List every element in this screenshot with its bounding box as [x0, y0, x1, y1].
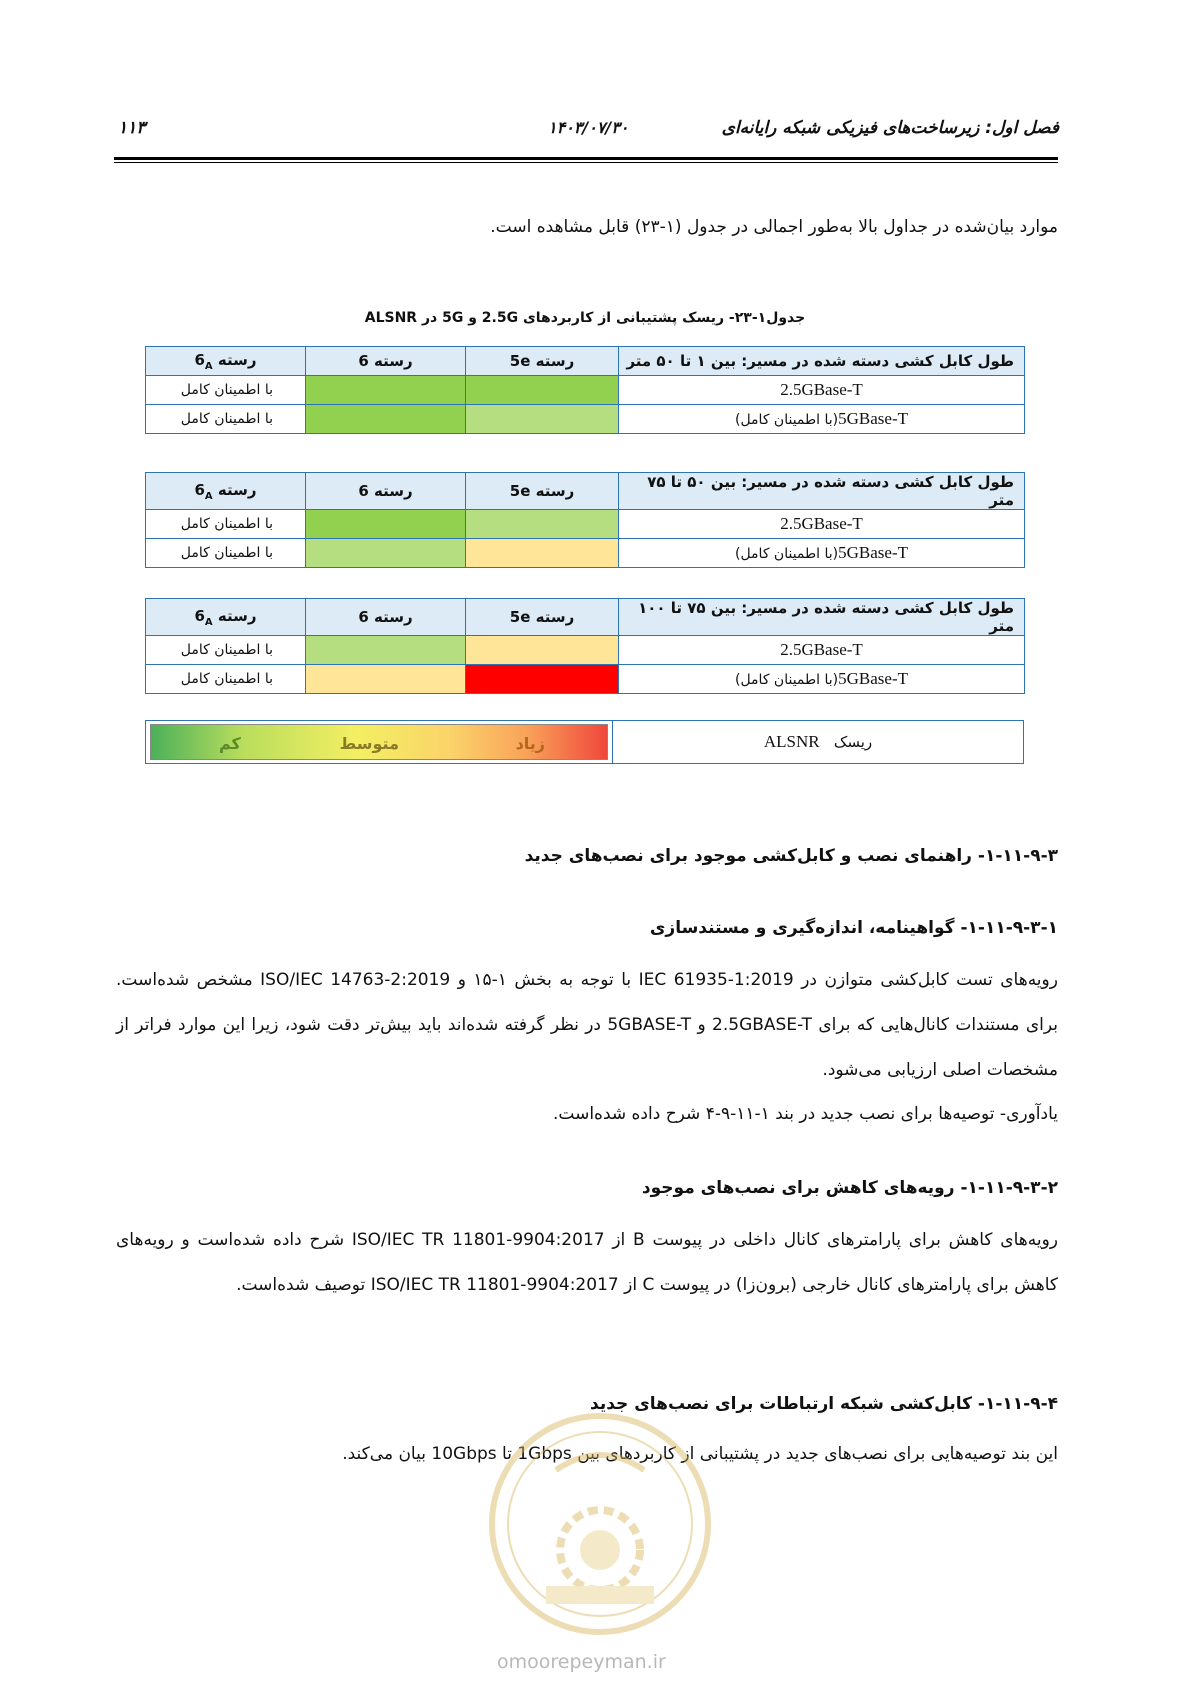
cat6a-value: با اطمینان کامل — [146, 636, 306, 665]
watermark-seal-icon — [486, 1410, 714, 1638]
cat6a-value: با اطمینان کامل — [146, 539, 306, 568]
legend-high-label: زیاد — [515, 734, 545, 753]
legend-gradient-bar — [150, 724, 608, 760]
col-cat6: رسته 6 — [306, 473, 466, 510]
risk-cell-cat5e — [466, 636, 619, 665]
risk-table-50-75m — [145, 472, 1025, 568]
col-cat5e: رسته 5e — [466, 473, 619, 510]
table-header-row — [146, 347, 1025, 376]
risk-cell-cat6 — [306, 510, 466, 539]
section-heading-1: ۱-۱۱-۹-۳- راهنمای نصب و کابل‌کشی موجود برای نصب‌های جدید — [524, 846, 1058, 866]
page-header — [118, 118, 1059, 150]
header-date: ۱۴۰۳/۰۷/۳۰ — [548, 118, 629, 137]
col-cat5e: رسته 5e — [466, 599, 619, 636]
risk-cell-cat5e — [466, 405, 619, 434]
header-rule-thin — [114, 162, 1058, 163]
legend-divider — [612, 721, 613, 763]
risk-cell-cat6 — [306, 636, 466, 665]
row-label-25g: 2.5GBase-T — [619, 636, 1025, 665]
watermark-url: omoorepeyman.ir — [497, 1651, 666, 1673]
row-label-5g — [619, 405, 1025, 434]
section-3-paragraph: رویه‌های کاهش برای پارامترهای کانال داخلی در پیوست B از ISO/IEC TR 11801-9904:2017 شرح داده شده‌است و رویه‌های کاهش برای پارامترهای کانال خارجی (برون‌زا) در پیوست C از ISO/IEC TR 11801-9904:2017 توصیف شده‌است. — [116, 1230, 1058, 1295]
section-heading-3: ۱-۱۱-۹-۳-۲- رویه‌های کاهش برای نصب‌های موجود — [641, 1178, 1058, 1198]
table-row — [146, 665, 1025, 694]
row-label-5g — [619, 539, 1025, 568]
table-caption: جدول۱-۲۳- ریسک پشتیبانی از کاربردهای 2.5G و 5G در ALSNR — [364, 310, 806, 326]
row-label-5g-note: (با اطمینان کامل) — [734, 412, 839, 428]
risk-cell-cat5e — [466, 539, 619, 568]
intro-paragraph: موارد بیان‌شده در جداول بالا به‌طور اجمالی در جدول (۱-۲۳) قابل مشاهده است. — [490, 217, 1058, 237]
col-cat6a-sub: A — [204, 490, 213, 502]
table-row — [146, 539, 1025, 568]
col-cat6a-label: رسته 6 — [194, 480, 257, 499]
section-4-paragraph: این بند توصیه‌هایی برای نصب‌های جدید در پشتیبانی از کاربردهای بین 1Gbps تا 10Gbps بیان می‌کند. — [342, 1444, 1058, 1464]
col-cat6a-sub: A — [204, 616, 213, 628]
risk-table-75-100m — [145, 598, 1025, 694]
section-2-note: یادآوری- توصیه‌ها برای نصب جدید در بند ۱-۱۱-۹-۴ شرح داده شده‌است. — [552, 1104, 1058, 1124]
length-heading: طول کابل کشی دسته شده در مسیر: بین ۱ تا ۵۰ متر — [619, 347, 1025, 376]
col-cat6a-sub: A — [204, 360, 213, 372]
row-label-25g: 2.5GBase-T — [619, 510, 1025, 539]
section-heading-2: ۱-۱۱-۹-۳-۱- گواهینامه، اندازه‌گیری و مستندسازی — [649, 918, 1058, 938]
risk-cell-cat6 — [306, 376, 466, 405]
row-label-25g: 2.5GBase-T — [619, 376, 1025, 405]
row-label-5g-text: 5GBase-T — [838, 669, 908, 688]
cat6a-value: با اطمینان کامل — [146, 510, 306, 539]
col-cat6a — [146, 599, 306, 636]
risk-cell-cat5e — [466, 510, 619, 539]
row-label-5g-text: 5GBase-T — [838, 543, 908, 562]
table-row — [146, 510, 1025, 539]
table-header-row — [146, 473, 1025, 510]
col-cat6a-label: رسته 6 — [194, 350, 257, 369]
risk-cell-cat6 — [306, 539, 466, 568]
header-rule-thick — [114, 157, 1058, 160]
col-cat6a — [146, 347, 306, 376]
cat6a-value: با اطمینان کامل — [146, 405, 306, 434]
risk-table-1-50m — [145, 346, 1025, 434]
row-label-5g-text: 5GBase-T — [838, 409, 908, 428]
length-heading: طول کابل کشی دسته شده در مسیر: بین ۷۵ تا ۱۰۰ متر — [619, 599, 1025, 636]
table-row — [146, 405, 1025, 434]
table-row — [146, 376, 1025, 405]
legend-medium-label: متوسط — [339, 734, 399, 753]
risk-cell-cat5e — [466, 376, 619, 405]
row-label-5g-note: (با اطمینان کامل) — [734, 672, 839, 688]
col-cat6: رسته 6 — [306, 347, 466, 376]
legend-key-term: ALSNR — [763, 732, 820, 751]
risk-cell-cat5e — [466, 665, 619, 694]
table-row — [146, 636, 1025, 665]
chapter-title: فصل اول: زیرساخت‌های فیزیکی شبکه رایانه‌ای — [721, 118, 1059, 138]
page-number: ۱۱۳ — [118, 118, 146, 138]
table-header-row — [146, 599, 1025, 636]
row-label-5g-note: (با اطمینان کامل) — [734, 546, 839, 562]
cat6a-value: با اطمینان کامل — [146, 376, 306, 405]
section-2-paragraph: رویه‌های تست کابل‌کشی متوازن در IEC 61935-1:2019 با توجه به بخش ۱-۱۵ و ISO/IEC 14763-2:2019 مشخص شده‌است. برای مستندات کانال‌هایی که برای 2.5GBASE-T و 5GBASE-T در نظر گرفته شده‌اند باید بیش‌تر دقت شود، زیرا این موارد فراتر از مشخصات اصلی ارزیابی می‌شود. — [116, 970, 1058, 1080]
risk-cell-cat6 — [306, 405, 466, 434]
row-label-5g — [619, 665, 1025, 694]
risk-legend — [145, 720, 1024, 764]
col-cat5e: رسته 5e — [466, 347, 619, 376]
legend-low-label: کم — [219, 734, 241, 753]
legend-key-prefix: ریسک — [833, 733, 873, 751]
legend-key — [613, 721, 1023, 763]
col-cat6a-label: رسته 6 — [194, 606, 257, 625]
length-heading: طول کابل کشی دسته شده در مسیر: بین ۵۰ تا ۷۵ متر — [619, 473, 1025, 510]
col-cat6: رسته 6 — [306, 599, 466, 636]
col-cat6a — [146, 473, 306, 510]
risk-cell-cat6 — [306, 665, 466, 694]
section-heading-4: ۱-۱۱-۹-۴- کابل‌کشی شبکه ارتباطات برای نصب‌های جدید — [590, 1394, 1058, 1414]
cat6a-value: با اطمینان کامل — [146, 665, 306, 694]
